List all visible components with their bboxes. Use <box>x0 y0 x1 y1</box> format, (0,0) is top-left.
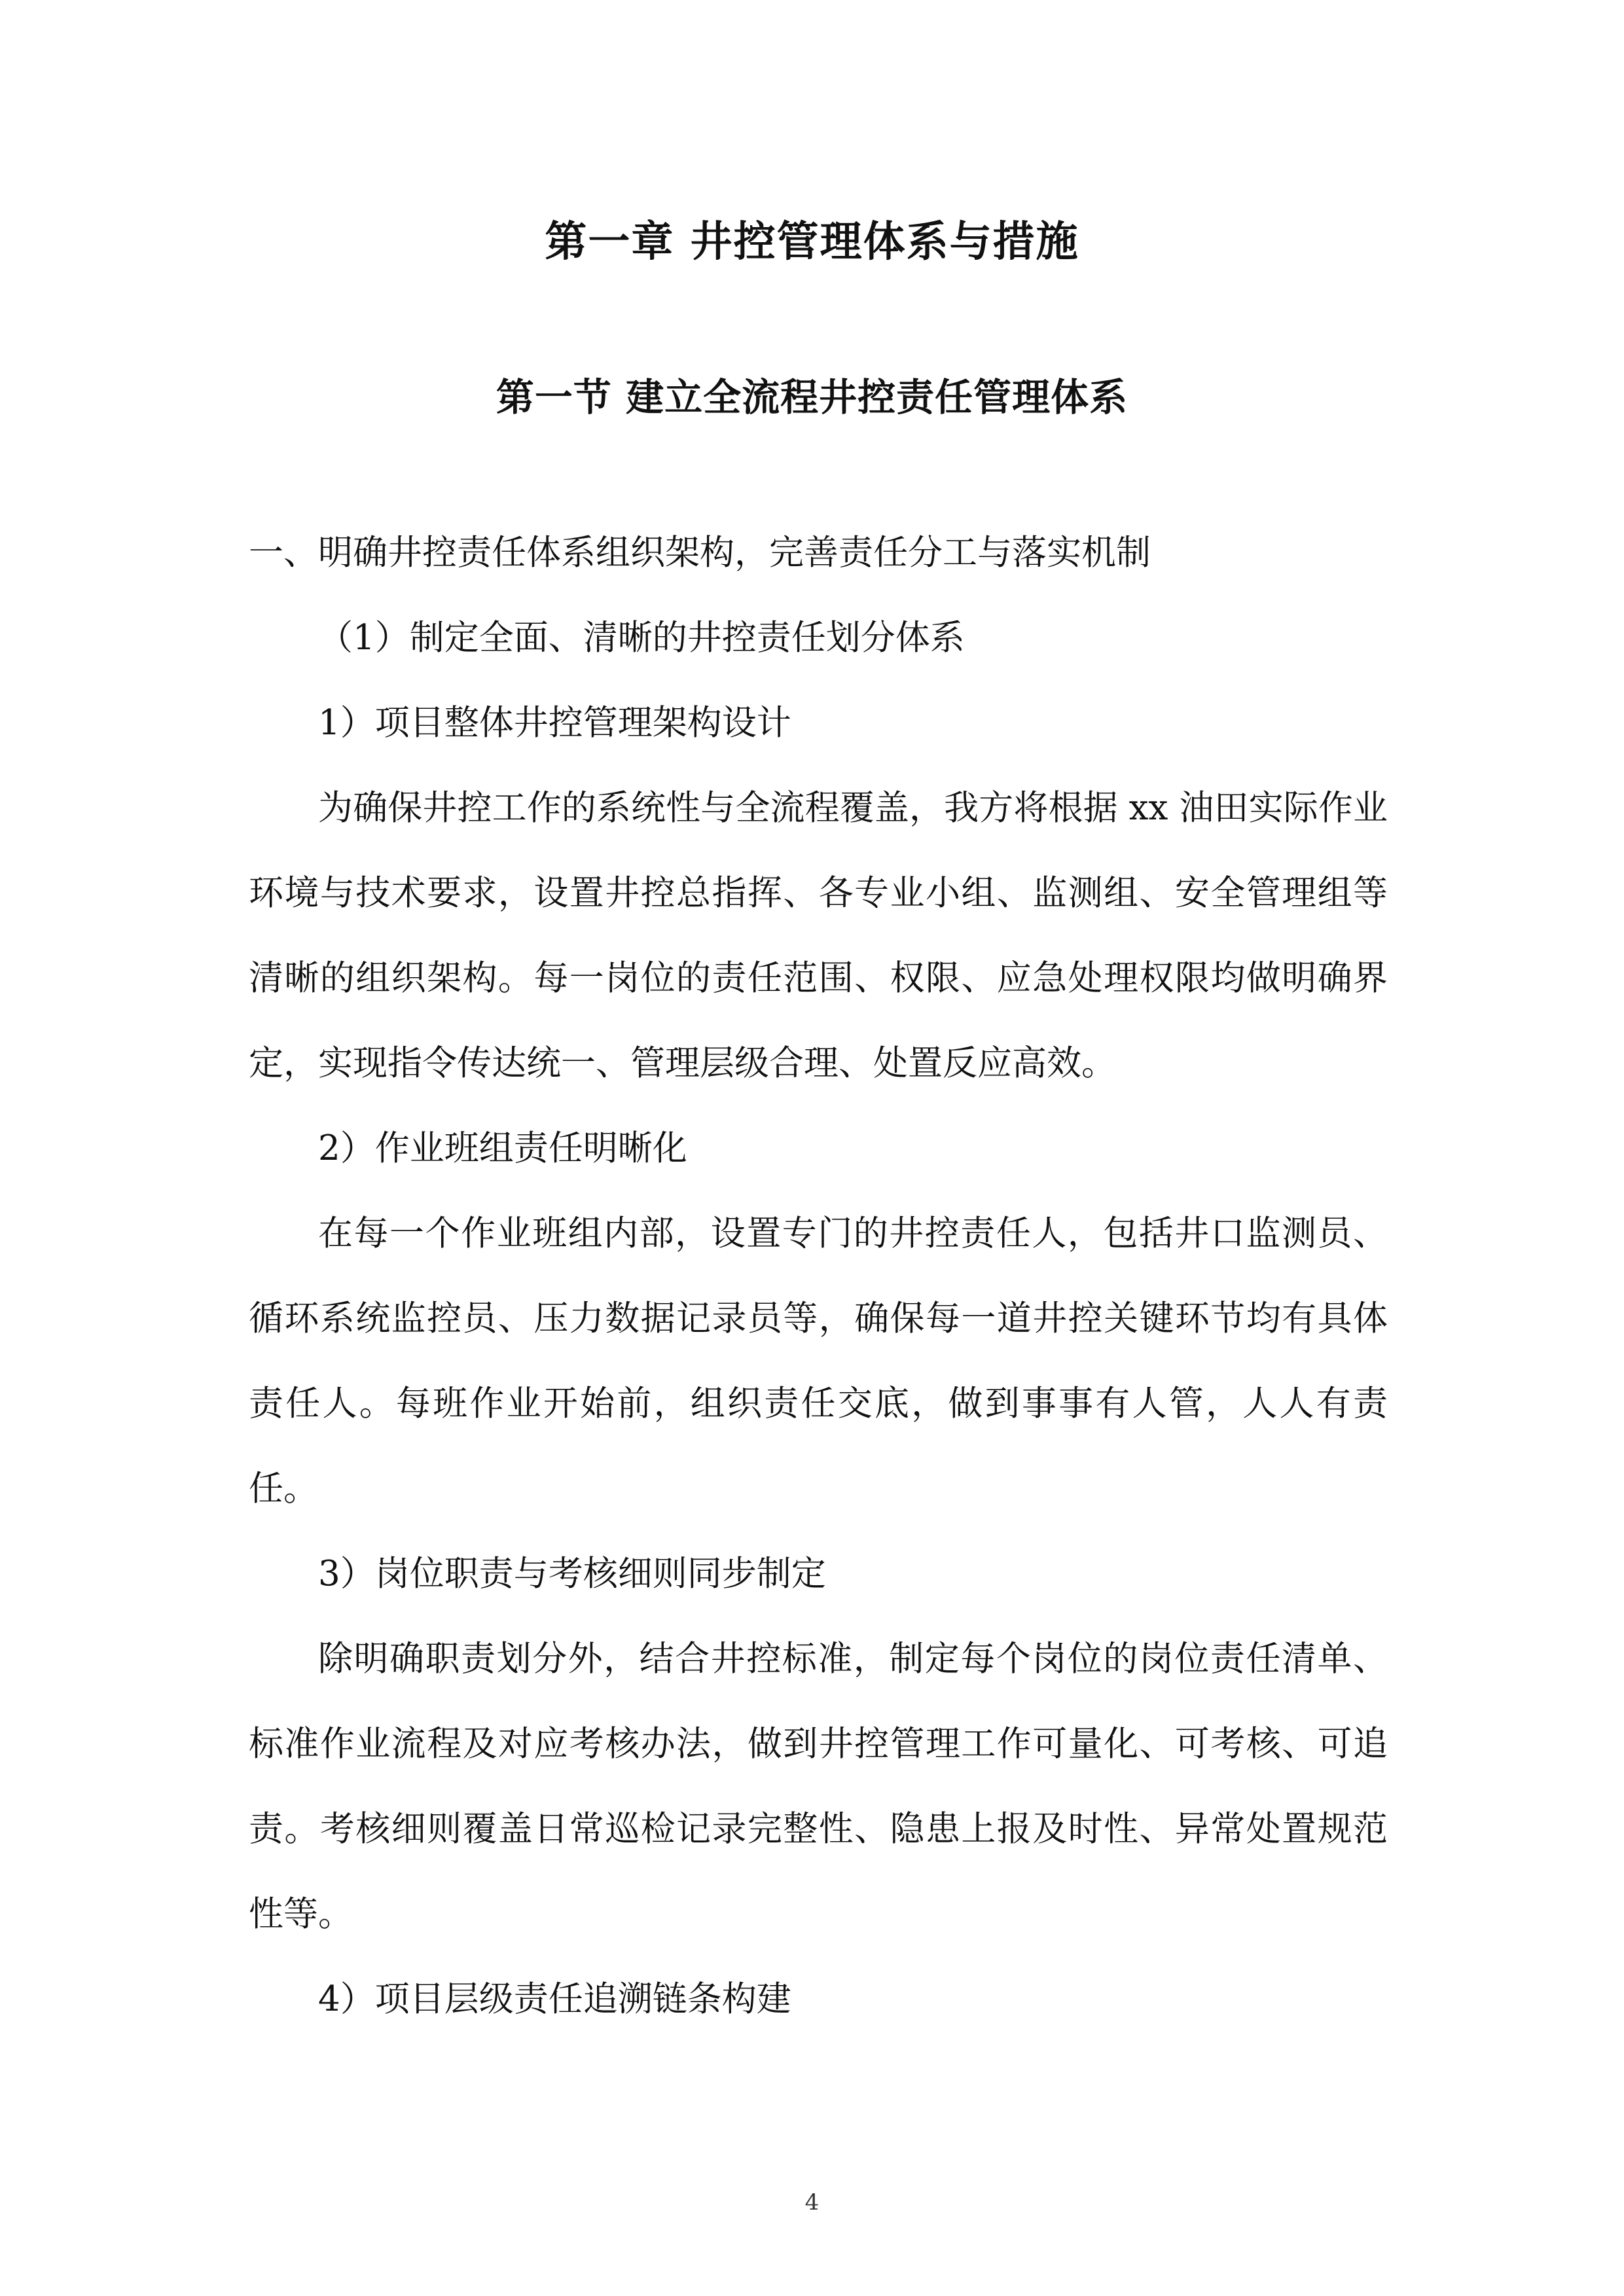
page-number: 4 <box>804 2189 820 2215</box>
paragraph: 为确保井控工作的系统性与全流程覆盖，我方将根据 xx 油田实际作业环境与技术要求，设置井控总指挥、各专业小组、监测组、安全管理组等清晰的组织架构。每一岗位的责任范围、权限、应急处理权限均做明确界定，实现指令传达统一、管理层级合理、处置反应高效。 <box>249 788 1388 1083</box>
heading-level-3: 3）岗位职责与考核细则同步制定 <box>318 1554 826 1594</box>
heading-level-3: 4）项目层级责任追溯链条构建 <box>318 1979 791 2019</box>
heading-level-2: （1）制定全面、清晰的井控责任划分体系 <box>318 618 965 658</box>
chapter-title: 第一章 井控管理体系与措施 <box>545 217 1079 266</box>
paragraph: 在每一个作业班组内部，设置专门的井控责任人，包括井口监测员、循环系统监控员、压力数据记录员等，确保每一道井控关键环节均有具体责任人。每班作业开始前，组织责任交底，做到事事有人管，人人有责任。 <box>249 1213 1388 1509</box>
heading-level-3: 1）项目整体井控管理架构设计 <box>318 703 791 743</box>
paragraph: 除明确职责划分外，结合井控标准，制定每个岗位的岗位责任清单、标准作业流程及对应考核办法，做到井控管理工作可量化、可考核、可追责。考核细则覆盖日常巡检记录完整性、隐患上报及时性、异常处置规范性等。 <box>249 1639 1388 1934</box>
heading-level-1: 一、明确井控责任体系组织架构，完善责任分工与落实机制 <box>249 533 1151 573</box>
heading-level-3: 2）作业班组责任明晰化 <box>318 1128 687 1168</box>
section-title: 第一节 建立全流程井控责任管理体系 <box>496 375 1128 420</box>
body-text <box>249 511 1388 2042</box>
